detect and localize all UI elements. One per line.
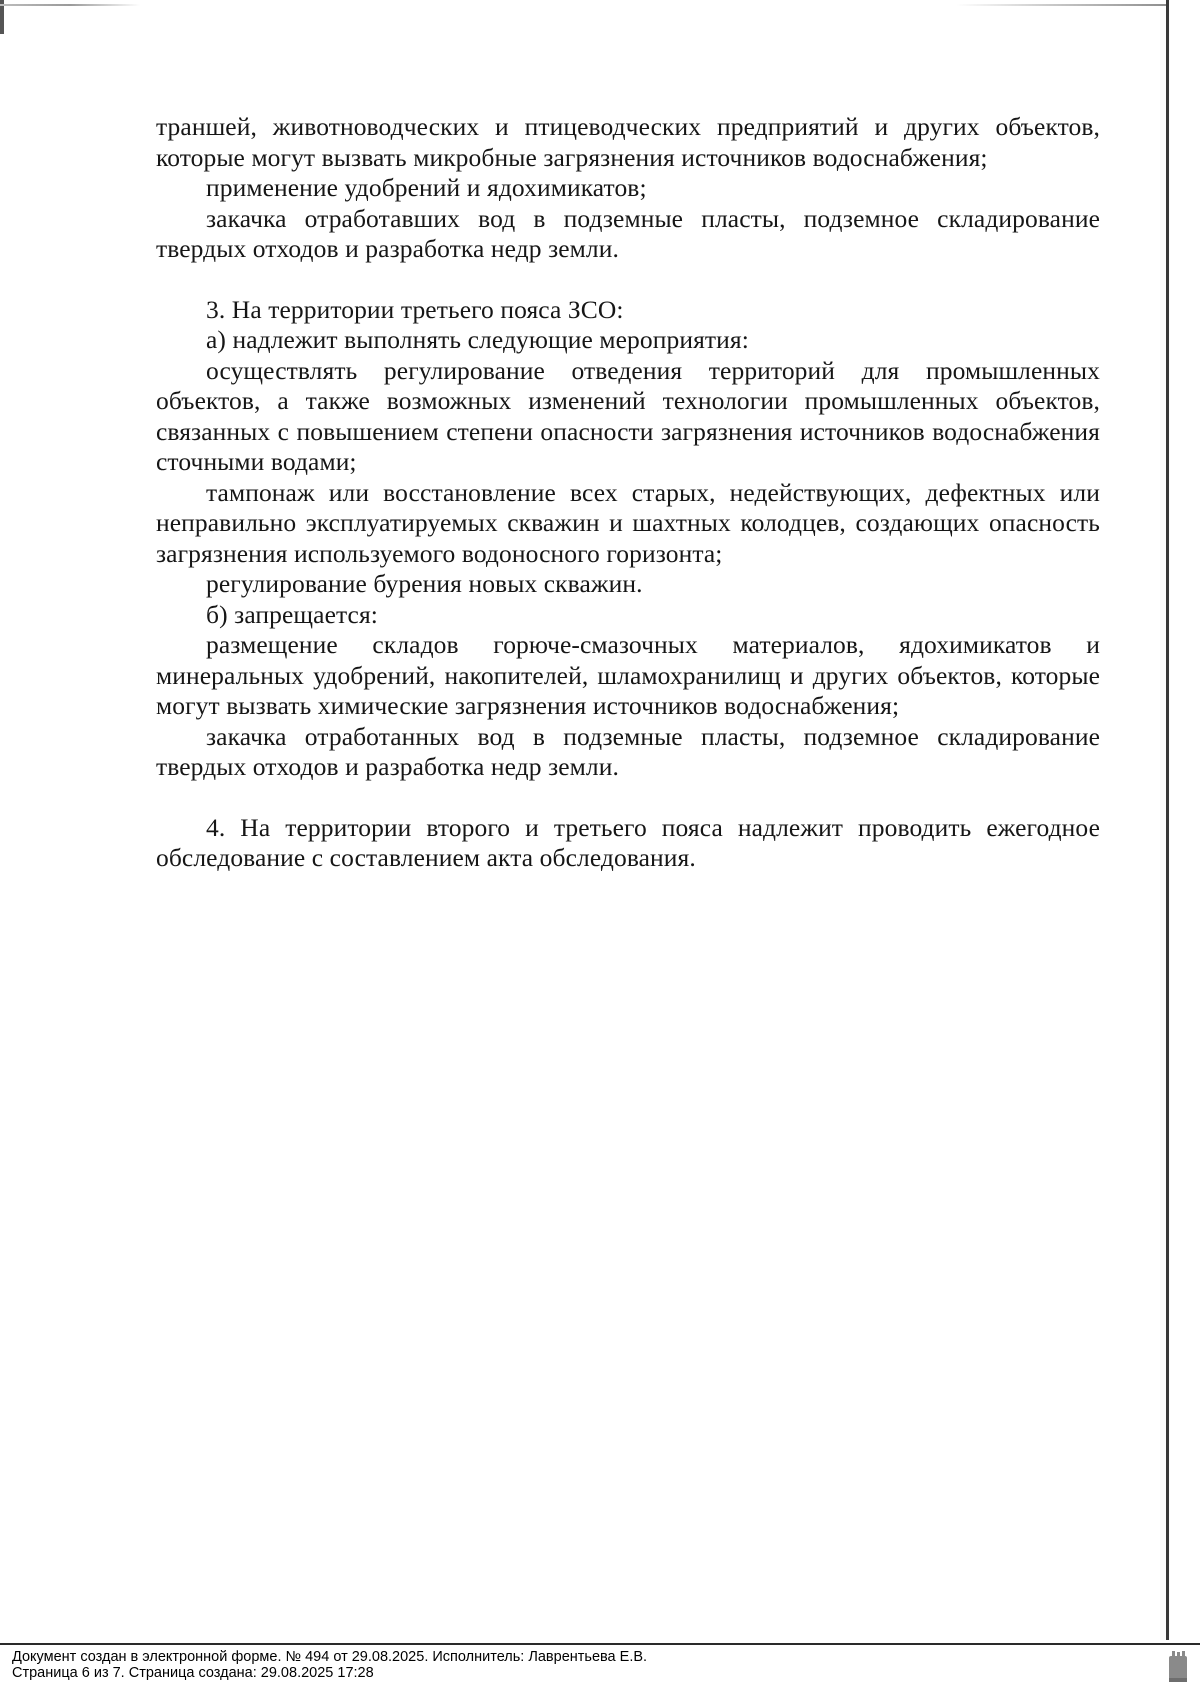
section-4: 4. На территории второго и третьего пояса надлежит проводить ежегодное обследование с составлением акта обследования. (156, 812, 1100, 872)
paragraph: применение удобрений и ядохимикатов; (206, 173, 647, 202)
page-footer (12, 1649, 647, 1681)
footer-document-info: Документ создан в электронной форме. № 494 от 29.08.2025. Исполнитель: Лаврентьева Е.В. (12, 1649, 648, 1665)
scan-edge-artifact (1166, 0, 1169, 1640)
paragraph: регулирование бурения новых скважин. (206, 569, 643, 598)
paragraph: размещение складов горюче-смазочных материалов, ядохимикатов и минеральных удобрений, накопителей, шламохранилищ и других объектов, которые могут вызвать химические загрязнения источников водоснабжения; (156, 630, 1100, 720)
paragraph: закачка отработавших вод в подземные пласты, подземное складирование твердых отходов и разработка недр земли. (156, 203, 1100, 263)
scan-edge-artifact (0, 4, 1166, 6)
subsection-b: б) запрещается: (206, 599, 378, 629)
paragraph: закачка отработанных вод в подземные пласты, подземное складирование твердых отходов и разработка недр земли. (156, 721, 1100, 781)
document-stamp-icon (1167, 1650, 1189, 1684)
document-body (156, 112, 1100, 874)
paragraph: траншей, животноводческих и птицеводческих предприятий и других объектов, которые могут вызвать микробные загрязнения источников водоснабжения; (156, 112, 1100, 172)
paragraph-gap (156, 265, 1100, 295)
paragraph-gap (156, 783, 1100, 813)
footer-divider (0, 1643, 1200, 1645)
paragraph: тампонаж или восстановление всех старых, недействующих, дефектных или неправильно эксплуатируемых скважин и шахтных колодцев, создающих опасность загрязнения используемого водоносного горизонта; (156, 477, 1100, 568)
section-heading-3: 3. На территории третьего пояса ЗСО: (206, 294, 624, 324)
paragraph: осуществлять регулирование отведения территорий для промышленных объектов, а также возможных изменений технологии промышленных объектов, связанных с повышением степени опасности загрязнения источников водоснабжения сточными водами; (156, 355, 1100, 476)
footer-page-info: Страница 6 из 7. Страница создана: 29.08.2025 17:28 (12, 1665, 374, 1681)
subsection-a: а) надлежит выполнять следующие мероприятия: (206, 325, 749, 354)
